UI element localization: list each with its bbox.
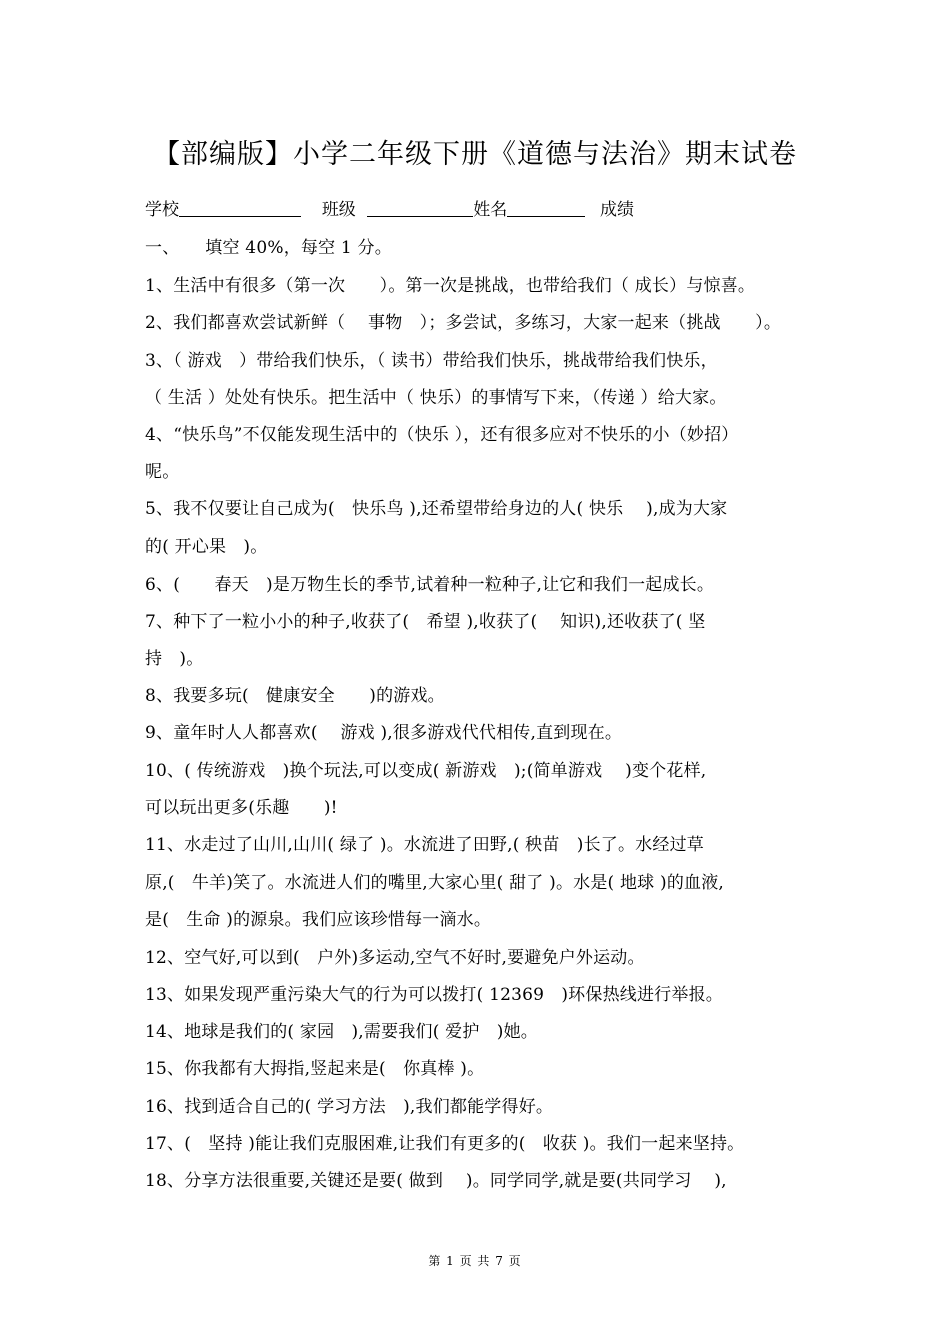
question-line: 6、( 春天 )是万物生长的季节,试着种一粒种子,让它和我们一起成长。: [145, 575, 715, 595]
question-line: 呢。: [145, 462, 180, 482]
question-line: 5、我不仅要让自己成为( 快乐鸟 ),还希望带给身边的人( 快乐 ),成为大家: [145, 499, 728, 519]
question-line: 15、你我都有大拇指,竖起来是( 你真棒 )。: [145, 1059, 485, 1079]
question-line: 16、找到适合自己的( 学习方法 ),我们都能学得好。: [145, 1097, 554, 1117]
question-line: 可以玩出更多(乐趣 )!: [145, 798, 338, 818]
school-blank[interactable]: [179, 198, 301, 217]
class-label: 班级: [321, 200, 356, 220]
question-line: 3、（ 游戏 ）带给我们快乐，（ 读书）带给我们快乐，挑战带给我们快乐，: [145, 351, 718, 371]
question-line: 9、童年时人人都喜欢( 游戏 ),很多游戏代代相传,直到现在。: [145, 723, 623, 743]
school-label: 学校: [145, 200, 179, 220]
name-label: 姓名: [473, 200, 508, 220]
page-footer: 第 1 页 共 7 页: [428, 1254, 522, 1268]
question-line: 2、我们都喜欢尝试新鲜（ 事物 ）；多尝试，多练习，大家一起来（挑战 ）。: [145, 313, 782, 333]
question-line: 11、水走过了山川,山川( 绿了 )。水流进了田野,( 秧苗 )长了。水经过草: [145, 835, 704, 855]
student-info-line: [145, 195, 634, 220]
question-line: 18、分享方法很重要,关键还是要( 做到 )。同学同学,就是要(共同学习 ),: [145, 1171, 727, 1191]
name-blank[interactable]: [507, 198, 585, 217]
question-line: 1、生活中有很多（第一次 ）。第一次是挑战，也带给我们（ 成长）与惊喜。: [145, 276, 756, 296]
section-heading: 一、 填空 40%，每空 1 分。: [145, 238, 392, 258]
question-line: （ 生活 ）处处有快乐。把生活中（ 快乐）的事情写下来，（传递 ）给大家。: [145, 388, 727, 408]
question-line: 13、如果发现严重污染大气的行为可以拨打( 12369 )环保热线进行举报。: [145, 985, 723, 1005]
question-line: 12、空气好,可以到( 户外)多运动,空气不好时,要避免户外运动。: [145, 948, 645, 968]
question-line: 是( 生命 )的源泉。我们应该珍惜每一滴水。: [145, 910, 492, 930]
question-line: 14、地球是我们的( 家园 ),需要我们( 爱护 )她。: [145, 1022, 538, 1042]
page-title: 【部编版】小学二年级下册《道德与法治》期末试卷: [153, 139, 797, 170]
question-line: 的( 开心果 )。: [145, 537, 268, 557]
question-line: 持 )。: [145, 649, 204, 669]
score-label: 成绩: [600, 200, 635, 220]
question-line: 原,( 牛羊)笑了。水流进人们的嘴里,大家心里( 甜了 )。水是( 地球 )的血液,: [145, 873, 725, 893]
question-line: 7、种下了一粒小小的种子,收获了( 希望 ),收获了( 知识),还收获了( 坚: [145, 612, 706, 632]
question-line: 8、我要多玩( 健康安全 )的游戏。: [145, 686, 445, 706]
class-blank[interactable]: [367, 198, 473, 217]
question-line: 17、( 坚持 )能让我们克服困难,让我们有更多的( 收获 )。我们一起来坚持。: [145, 1134, 745, 1154]
question-line: 4、“快乐鸟”不仅能发现生活中的（快乐 ），还有很多应对不快乐的小（妙招）: [145, 425, 739, 445]
question-line: 10、( 传统游戏 )换个玩法,可以变成( 新游戏 );(简单游戏 )变个花样,: [145, 761, 707, 781]
